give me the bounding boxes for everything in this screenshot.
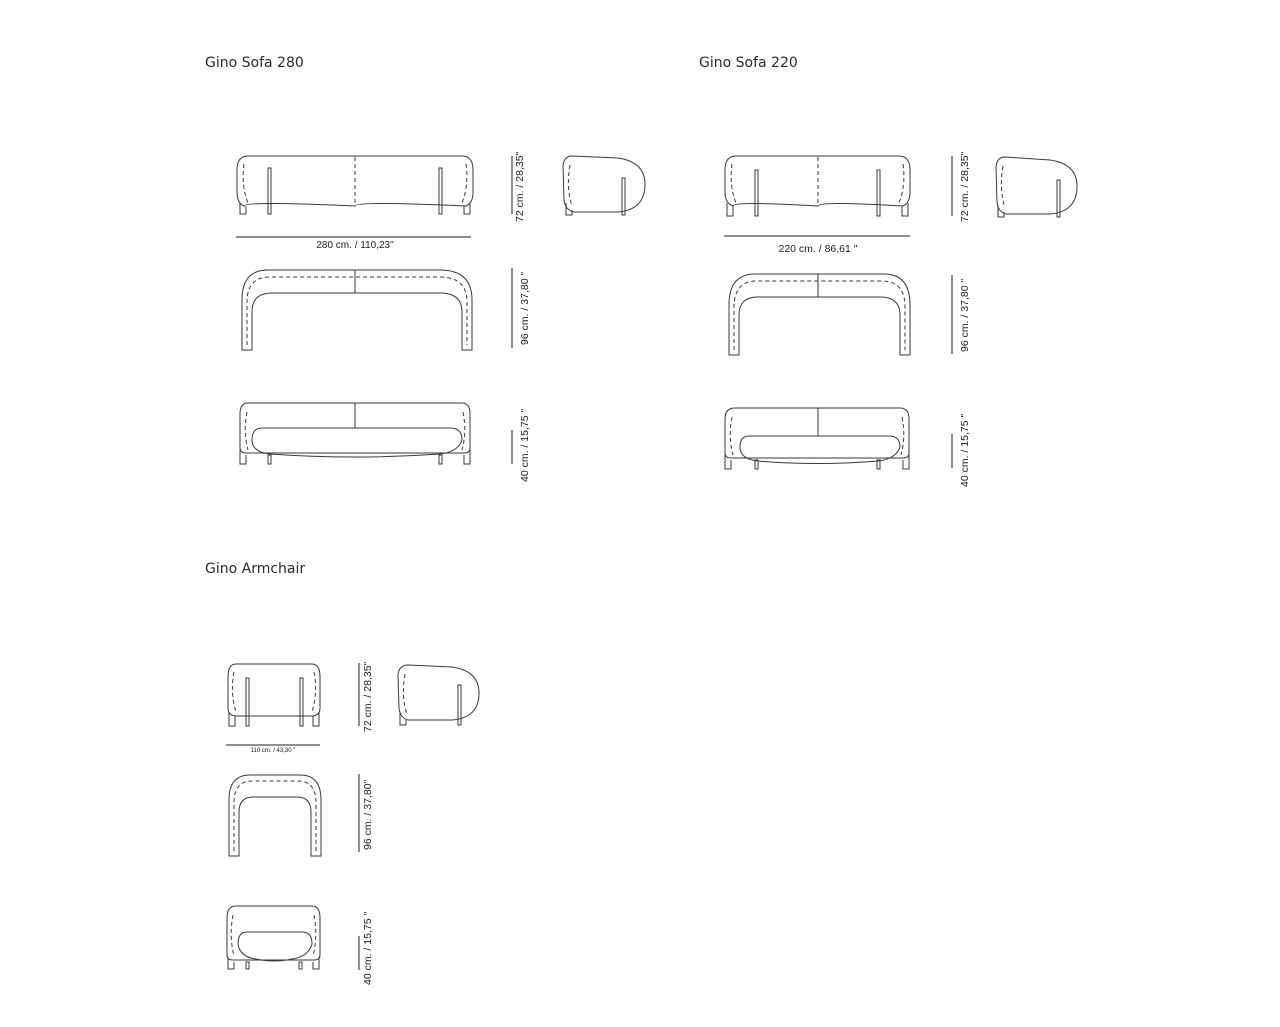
armchair-depth-dimension <box>359 774 374 852</box>
sofa-280-height-label: 72 cm. / 28,35" <box>514 151 526 222</box>
sofa-220-depth-label: 96 cm. / 37,80 " <box>959 278 971 352</box>
armchair-seat-dimension <box>359 912 374 985</box>
sofa-220-depth-dimension <box>952 275 971 354</box>
sofa-220-side-view <box>996 157 1077 217</box>
sofa-280-top-view <box>242 270 472 350</box>
armchair-height-dimension <box>359 661 374 732</box>
sofa-280-width-label: 280 cm. / 110,23" <box>316 240 394 251</box>
sofa-280-front-view <box>237 156 473 214</box>
gino-sofa-220-title: Gino Sofa 220 <box>699 55 798 71</box>
armchair-depth-label: 96 cm. / 37,80" <box>362 779 374 850</box>
sofa-280-height-dimension <box>512 151 526 222</box>
armchair-back-view <box>227 906 320 969</box>
sofa-220-seat-dimension <box>952 414 971 487</box>
sofa-280-back-view <box>240 403 470 464</box>
sofa-220-back-view <box>725 408 909 469</box>
sofa-220-width-label: 220 cm. / 86,61 " <box>778 243 858 255</box>
sofa-220-seat-label: 40 cm. / 15,75 " <box>959 413 971 487</box>
sofa-280-seat-dimension <box>512 409 531 482</box>
gino-armchair-title: Gino Armchair <box>205 561 306 577</box>
sofa-280-depth-label: 96 cm. / 37,80 " <box>519 271 531 345</box>
sofa-280-side-view <box>563 156 645 215</box>
armchair-top-view <box>229 775 321 856</box>
armchair-seat-label: 40 cm. / 15,75 " <box>362 911 374 985</box>
sofa-220-top-view <box>729 274 910 355</box>
sofa-280-depth-dimension <box>512 268 531 348</box>
armchair-height-label: 72 cm. / 28,35" <box>362 661 374 732</box>
sofa-280-seat-label: 40 cm. / 15,75 " <box>519 408 531 482</box>
armchair-side-view <box>398 665 479 725</box>
sofa-220-height-dimension <box>952 151 971 222</box>
gino-sofa-280-title: Gino Sofa 280 <box>205 55 304 71</box>
armchair-width-label: 110 cm. / 43,30 " <box>250 748 296 754</box>
armchair-front-view <box>228 664 320 726</box>
sofa-220-front-view <box>725 156 910 216</box>
sofa-220-height-label: 72 cm. / 28,35" <box>959 151 971 222</box>
